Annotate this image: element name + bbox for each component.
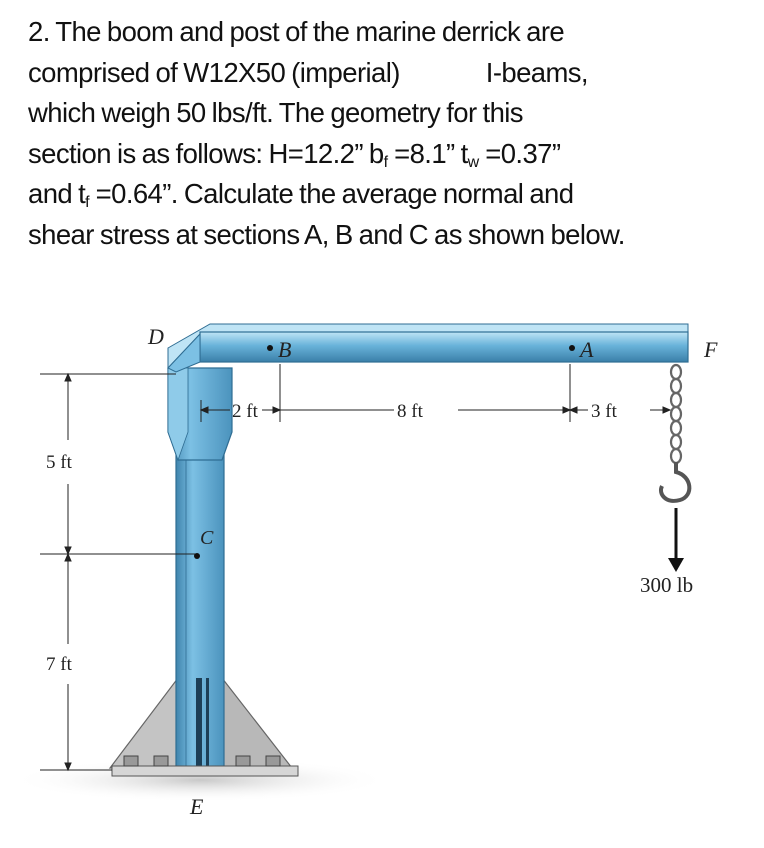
dim-5ft: 5 ft: [46, 452, 72, 473]
hook: [661, 462, 689, 501]
dim-8ft: 8 ft: [397, 401, 423, 422]
post-slot-2: [206, 678, 209, 768]
problem-line-1: 2. The boom and post of the marine derrick are: [28, 16, 565, 47]
problem-line-4: [28, 134, 758, 175]
boom-web: [200, 332, 688, 362]
label-B: B: [278, 337, 292, 362]
line4-tail: =0.37”: [479, 137, 561, 169]
post-slot: [196, 678, 202, 768]
problem-line-5: [28, 174, 758, 215]
line5-tail: =0.64”. Calculate the average normal and: [89, 178, 574, 209]
point-A-dot: [569, 345, 575, 351]
gusset-right: [222, 678, 292, 768]
derrick-figure: [0, 300, 764, 848]
dim-2ft: 2 ft: [232, 401, 258, 422]
chain: [671, 365, 681, 463]
load-arrow-head: [668, 558, 684, 572]
problem-line-3: which weigh 50 lbs/ft. The geometry for this: [28, 97, 523, 128]
dim-7ft: 7 ft: [46, 654, 72, 675]
gusset-left: [110, 678, 178, 768]
problem-statement: [28, 12, 758, 255]
problem-line-2: [28, 53, 758, 94]
label-F: F: [704, 337, 718, 362]
sub-f-2: f: [85, 194, 90, 211]
problem-line-2a: comprised of W12X50 (imperial): [28, 56, 400, 88]
line4-lead: section is as follows: H=12.2” b: [28, 137, 384, 169]
dim-3ft: 3 ft: [591, 401, 617, 422]
sub-f: f: [383, 153, 389, 171]
line5-lead: and t: [28, 178, 86, 209]
label-D: D: [148, 324, 164, 349]
base-plate: [112, 766, 298, 776]
label-C: C: [200, 527, 214, 549]
label-A: A: [580, 337, 594, 362]
problem-line-2b: I-beams,: [485, 56, 588, 88]
line4-mid: =8.1” t: [388, 137, 468, 169]
sub-w: w: [467, 153, 480, 171]
point-B-dot: [267, 345, 273, 351]
load-label: 300 lb: [640, 573, 694, 597]
point-C-dot: [194, 553, 200, 559]
label-E: E: [190, 794, 204, 819]
problem-line-6: shear stress at sections A, B and C as shown below.: [28, 218, 625, 250]
